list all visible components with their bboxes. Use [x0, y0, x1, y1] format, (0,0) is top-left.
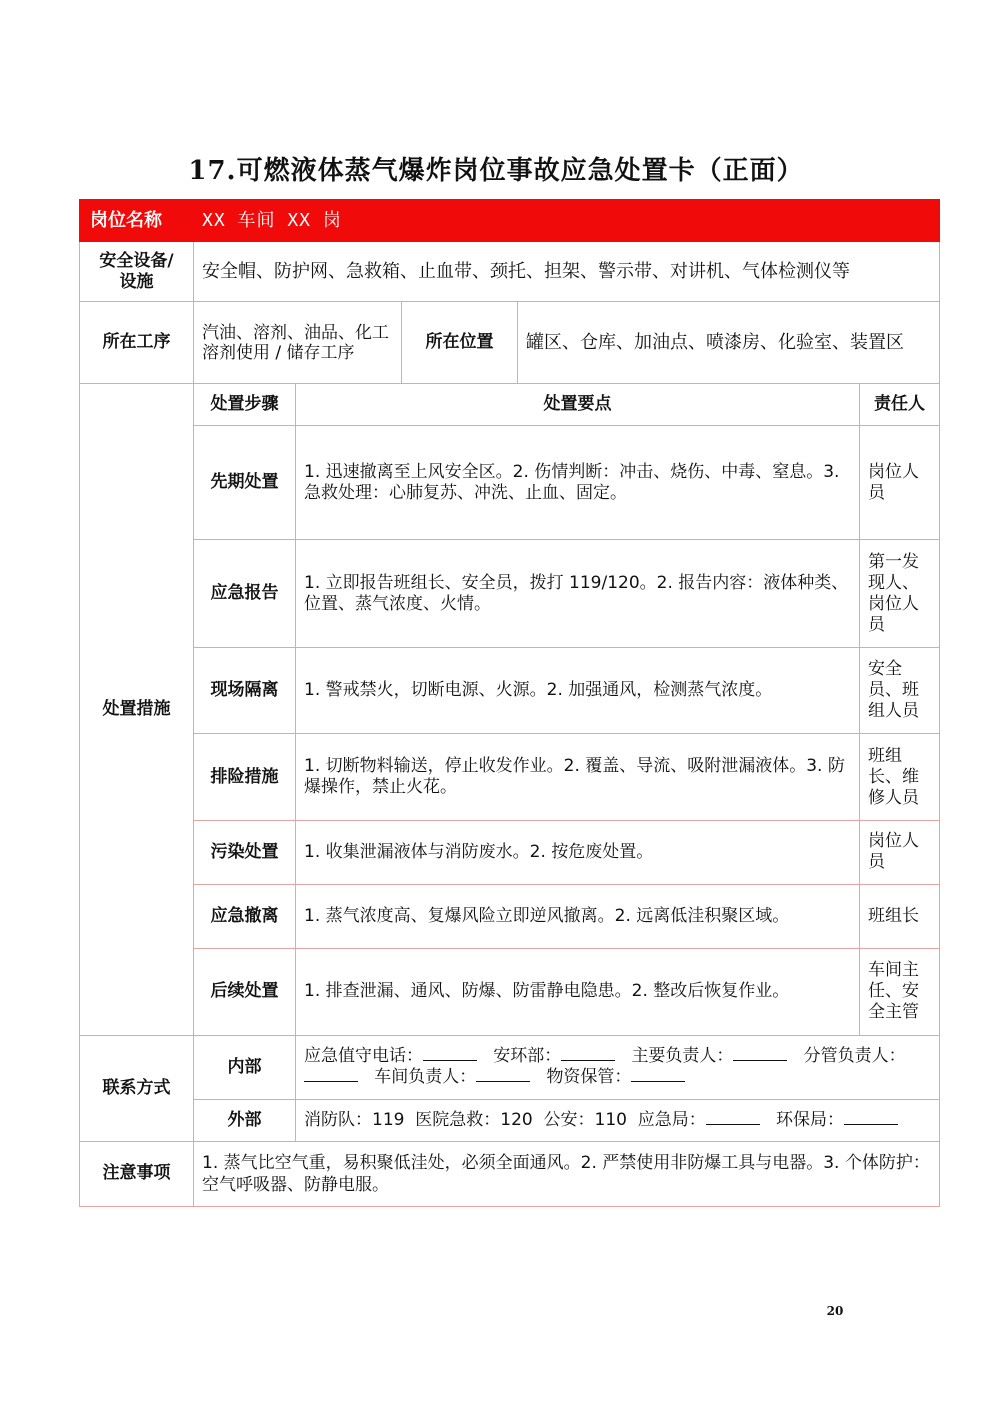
fire-contact: 消防队：119 [304, 1109, 405, 1130]
env-bureau-label: 环保局： [776, 1109, 845, 1130]
contact-internal-value [296, 1035, 940, 1099]
main-leader-blank [733, 1046, 787, 1061]
measure-responsible: 班组长、维修人员 [860, 734, 940, 820]
contact-external-label: 外部 [194, 1099, 296, 1141]
safety-equipment-label [80, 242, 194, 302]
workshop-leader-blank [476, 1067, 530, 1082]
measure-row [80, 540, 940, 648]
emergency-bureau-label: 应急局： [637, 1109, 706, 1130]
measure-step: 应急撤离 [194, 884, 296, 948]
measure-points: 1. 蒸气浓度高、复爆风险立即逆风撤离。2. 远离低洼积聚区域。 [296, 884, 860, 948]
col-points-header: 处置要点 [296, 384, 860, 426]
deputy-leader-blank [304, 1067, 358, 1082]
notes-row [80, 1141, 940, 1206]
env-bureau-blank [844, 1110, 898, 1125]
emergency-bureau-blank [706, 1110, 760, 1125]
notes-value: 1. 蒸气比空气重，易积聚低洼处，必须全面通风。2. 严禁使用非防爆工具与电器。3. 个体防护：空气呼吸器、防静电服。 [194, 1141, 940, 1206]
notes-label: 注意事项 [80, 1141, 194, 1206]
measure-points: 1. 收集泄漏液体与消防废水。2. 按危废处置。 [296, 820, 860, 884]
contact-external-value [296, 1099, 940, 1141]
measure-row [80, 648, 940, 734]
measure-responsible: 车间主任、安全主管 [860, 948, 940, 1035]
measure-step: 现场隔离 [194, 648, 296, 734]
measure-step: 后续处置 [194, 948, 296, 1035]
duty-phone-label: 应急值守电话： [304, 1046, 423, 1067]
post-name-label: 岗位名称 [80, 200, 194, 242]
measures-label: 处置措施 [80, 384, 194, 1036]
safety-equipment-value: 安全帽、防护网、急救箱、止血带、颈托、担架、警示带、对讲机、气体检测仪等 [194, 242, 940, 302]
contact-external-row [80, 1099, 940, 1141]
duty-phone-blank [423, 1046, 477, 1061]
measure-row [80, 426, 940, 540]
police-contact: 公安：110 [543, 1109, 627, 1130]
measure-responsible: 岗位人员 [860, 820, 940, 884]
contact-label: 联系方式 [80, 1035, 194, 1141]
safety-dept-blank [561, 1046, 615, 1061]
measure-step: 污染处置 [194, 820, 296, 884]
measure-row [80, 734, 940, 820]
process-value: 汽油、溶剂、油品、化工溶剂使用 / 储存工序 [194, 302, 402, 384]
measure-responsible: 安全员、班组人员 [860, 648, 940, 734]
page-number: 20 [826, 1304, 844, 1318]
measure-step: 先期处置 [194, 426, 296, 540]
location-label: 所在位置 [402, 302, 518, 384]
materials-blank [631, 1067, 685, 1082]
post-name-row [80, 200, 940, 242]
measure-responsible: 岗位人员 [860, 426, 940, 540]
process-label: 所在工序 [80, 302, 194, 384]
safety-label-line1: 安全设备/ [99, 250, 174, 271]
workshop-leader-label: 车间负责人： [374, 1067, 477, 1088]
main-leader-label: 主要负责人： [631, 1046, 734, 1067]
col-step-header: 处置步骤 [194, 384, 296, 426]
measure-points: 1. 立即报告班组长、安全员，拨打 119/120。2. 报告内容：液体种类、位置、蒸气浓度、火情。 [296, 540, 860, 648]
process-row [80, 302, 940, 384]
measures-header-row [80, 384, 940, 426]
deputy-leader-label: 分管负责人： [803, 1046, 906, 1067]
measure-row [80, 884, 940, 948]
hospital-contact: 医院急救：120 [415, 1109, 533, 1130]
measure-step: 应急报告 [194, 540, 296, 648]
measure-responsible: 第一发现人、岗位人员 [860, 540, 940, 648]
page-title: 17.可燃液体蒸气爆炸岗位事故应急处置卡（正面） [188, 156, 804, 186]
measure-row [80, 948, 940, 1035]
safety-label-line2: 设施 [119, 271, 154, 292]
emergency-card-table [79, 199, 940, 1207]
contact-internal-row [80, 1035, 940, 1099]
measure-points: 1. 切断物料输送，停止收发作业。2. 覆盖、导流、吸附泄漏液体。3. 防爆操作，禁止火花。 [296, 734, 860, 820]
contact-internal-label: 内部 [194, 1035, 296, 1099]
materials-label: 物资保管： [546, 1067, 632, 1088]
col-resp-header: 责任人 [860, 384, 940, 426]
location-value: 罐区、仓库、加油点、喷漆房、化验室、装置区 [518, 302, 940, 384]
measure-responsible: 班组长 [860, 884, 940, 948]
measure-points: 1. 警戒禁火，切断电源、火源。2. 加强通风，检测蒸气浓度。 [296, 648, 860, 734]
safety-equipment-row [80, 242, 940, 302]
post-name-value: XX 车间 XX 岗 [194, 200, 940, 242]
measure-points: 1. 迅速撤离至上风安全区。2. 伤情判断：冲击、烧伤、中毒、窒息。3. 急救处理：心肺复苏、冲洗、止血、固定。 [296, 426, 860, 540]
measure-row [80, 820, 940, 884]
measure-points: 1. 排查泄漏、通风、防爆、防雷静电隐患。2. 整改后恢复作业。 [296, 948, 860, 1035]
safety-dept-label: 安环部： [493, 1046, 562, 1067]
measure-step: 排险措施 [194, 734, 296, 820]
